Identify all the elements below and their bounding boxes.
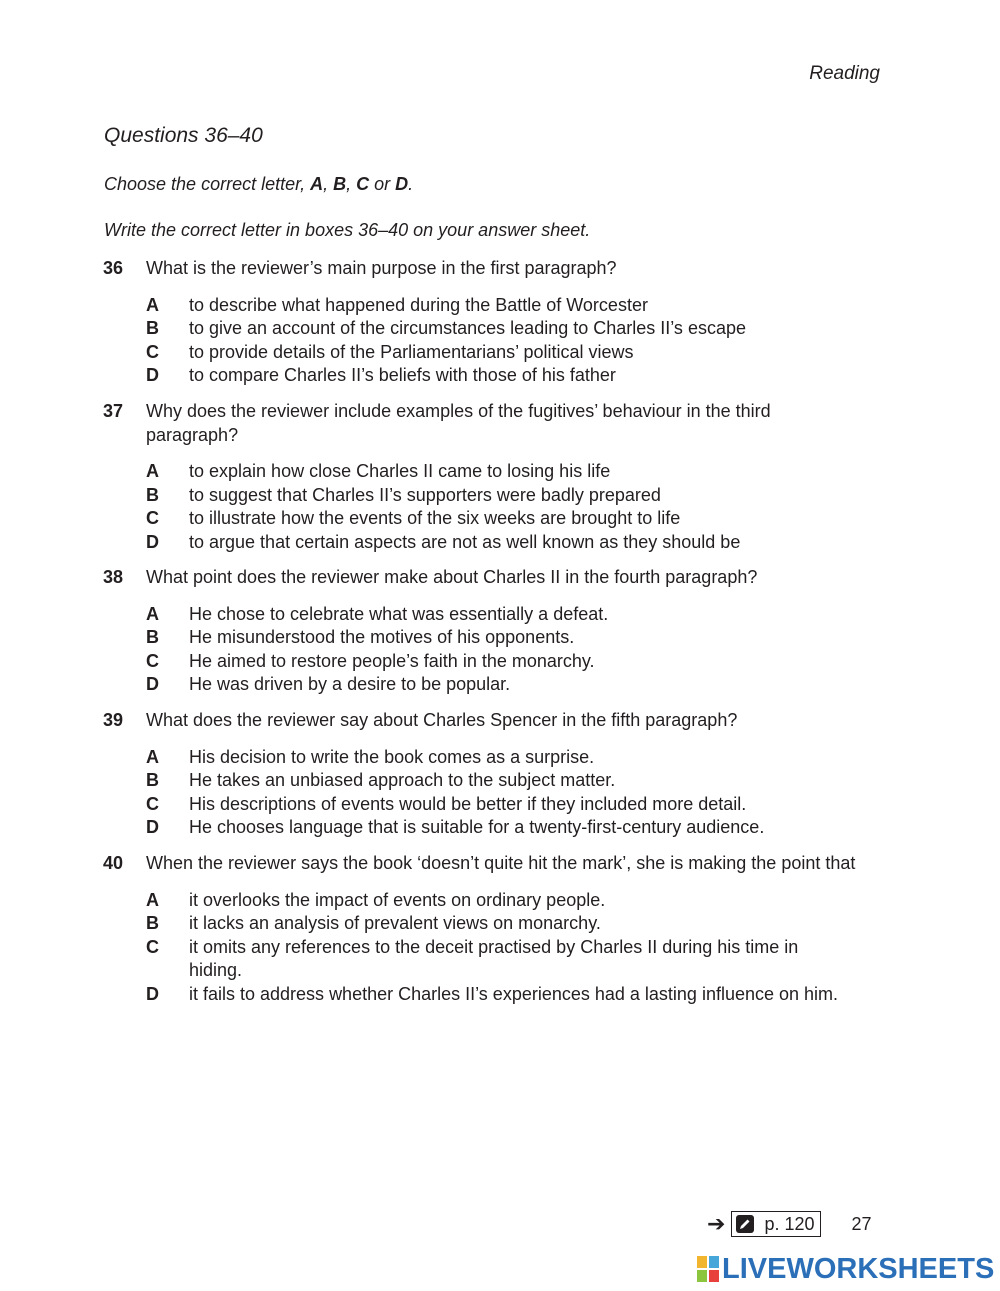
- pencil-icon-glyph: [738, 1217, 752, 1231]
- page-footer: [707, 1210, 872, 1238]
- option-text: to suggest that Charles II’s supporters were badly prepared: [189, 484, 661, 505]
- question-number: 38: [103, 567, 124, 587]
- option-d[interactable]: [146, 816, 863, 840]
- option-text: to give an account of the circumstances leading to Charles II’s escape: [189, 318, 746, 338]
- separator: .: [408, 174, 414, 194]
- option-text: it omits any references to the deceit practised by Charles II during his time in hiding.: [189, 936, 799, 980]
- logo-block: [697, 1256, 707, 1268]
- option-letter: D: [146, 674, 159, 694]
- option-list: [146, 294, 863, 388]
- option-a[interactable]: [146, 746, 863, 770]
- option-list: [146, 460, 863, 554]
- running-head: Reading: [809, 63, 880, 84]
- option-letter: A: [146, 746, 159, 767]
- option-text: to explain how close Charles II came to losing his life: [189, 461, 611, 481]
- letter-a: A: [310, 174, 324, 194]
- option-letter: C: [146, 508, 159, 528]
- option-a[interactable]: [146, 603, 863, 627]
- question-text: Why does the reviewer include examples of the fugitives’ behaviour in the third paragraph?: [146, 401, 771, 445]
- option-d[interactable]: [146, 983, 863, 1007]
- option-letter: D: [146, 817, 159, 837]
- option-text: it overlooks the impact of events on ordinary people.: [189, 889, 606, 910]
- option-list: [146, 889, 863, 1007]
- question-text: What is the reviewer’s main purpose in the first paragraph?: [146, 258, 617, 278]
- option-text: to provide details of the Parliamentarians’ political views: [189, 341, 634, 362]
- arrow-right-icon: ➔: [707, 1211, 726, 1236]
- logo-block: [709, 1270, 719, 1282]
- option-text: His descriptions of events would be better if they included more detail.: [189, 793, 747, 814]
- logo-block: [709, 1256, 719, 1268]
- option-text: He chooses language that is suitable for a twenty-first-century audience.: [189, 817, 765, 837]
- option-list: [146, 746, 863, 840]
- question-number: 39: [103, 710, 124, 730]
- option-text: He chose to celebrate what was essentially a defeat.: [189, 603, 609, 624]
- option-b[interactable]: [146, 317, 863, 341]
- option-text: to compare Charles II’s beliefs with those of his father: [189, 365, 616, 385]
- option-b[interactable]: [146, 484, 863, 508]
- option-c[interactable]: [146, 341, 863, 365]
- option-a[interactable]: [146, 889, 863, 913]
- page-reference: p. 120: [764, 1213, 815, 1234]
- logo-blocks-icon: [697, 1256, 719, 1282]
- instruction-answer-sheet: Write the correct letter in boxes 36–40 on your answer sheet.: [104, 220, 591, 240]
- page-number: 27: [851, 1213, 872, 1234]
- question-number: 37: [103, 401, 124, 421]
- instruction-choose-letter: [104, 174, 413, 195]
- option-d[interactable]: [146, 531, 863, 555]
- option-letter: C: [146, 650, 159, 671]
- separator: or: [369, 174, 396, 194]
- option-d[interactable]: [146, 673, 863, 697]
- question-40: [103, 852, 863, 1006]
- option-letter: A: [146, 294, 159, 315]
- option-letter: D: [146, 365, 159, 385]
- option-letter: B: [146, 770, 159, 790]
- option-c[interactable]: [146, 936, 863, 983]
- question-text: What point does the reviewer make about Charles II in the fourth paragraph?: [146, 567, 758, 587]
- option-text: to argue that certain aspects are not as well known as they should be: [189, 531, 741, 552]
- option-text: His decision to write the book comes as a surprise.: [189, 746, 595, 767]
- question-38: [103, 566, 863, 697]
- option-letter: B: [146, 484, 159, 505]
- option-text: He aimed to restore people’s faith in the monarchy.: [189, 650, 595, 671]
- logo-block: [697, 1270, 707, 1282]
- option-text: He misunderstood the motives of his opponents.: [189, 627, 575, 647]
- option-letter: D: [146, 531, 159, 552]
- letter-c: C: [356, 174, 370, 194]
- option-c[interactable]: [146, 793, 863, 817]
- instruction-text: Choose the correct letter,: [104, 174, 311, 194]
- option-list: [146, 603, 863, 697]
- pencil-icon: [736, 1215, 754, 1233]
- liveworksheets-logo: [697, 1254, 994, 1284]
- option-c[interactable]: [146, 650, 863, 674]
- option-b[interactable]: [146, 769, 863, 793]
- option-letter: C: [146, 793, 159, 814]
- option-a[interactable]: [146, 294, 863, 318]
- option-letter: A: [146, 461, 159, 481]
- option-text: it fails to address whether Charles II’s experiences had a lasting influence on him.: [189, 983, 839, 1004]
- option-letter: B: [146, 913, 159, 933]
- option-text: to illustrate how the events of the six weeks are brought to life: [189, 508, 681, 528]
- questions-heading: Questions 36–40: [104, 124, 263, 147]
- separator: ,: [346, 174, 357, 194]
- question-number: 40: [103, 853, 124, 873]
- option-letter: C: [146, 936, 159, 957]
- logo-text: LIVEWORKSHEETS: [722, 1252, 995, 1285]
- question-number: 36: [103, 258, 124, 278]
- question-36: [103, 257, 863, 388]
- option-letter: B: [146, 627, 159, 647]
- option-text: it lacks an analysis of prevalent views on monarchy.: [189, 913, 601, 933]
- option-c[interactable]: [146, 507, 863, 531]
- option-text: He was driven by a desire to be popular.: [189, 674, 511, 694]
- question-text: What does the reviewer say about Charles Spencer in the fifth paragraph?: [146, 710, 738, 730]
- option-letter: A: [146, 889, 159, 910]
- option-b[interactable]: [146, 912, 863, 936]
- option-letter: D: [146, 983, 159, 1004]
- letter-b: B: [333, 174, 347, 194]
- option-text: to describe what happened during the Battle of Worcester: [189, 294, 648, 315]
- question-37: [103, 400, 863, 554]
- option-b[interactable]: [146, 626, 863, 650]
- option-d[interactable]: [146, 364, 863, 388]
- option-text: He takes an unbiased approach to the subject matter.: [189, 770, 616, 790]
- separator: ,: [323, 174, 334, 194]
- option-letter: C: [146, 341, 159, 362]
- letter-d: D: [395, 174, 409, 194]
- answer-key-reference[interactable]: [731, 1211, 821, 1237]
- question-text: When the reviewer says the book ‘doesn’t quite hit the mark’, she is making the point that: [146, 853, 856, 873]
- question-39: [103, 709, 863, 840]
- option-letter: B: [146, 318, 159, 338]
- option-a[interactable]: [146, 460, 863, 484]
- option-letter: A: [146, 603, 159, 624]
